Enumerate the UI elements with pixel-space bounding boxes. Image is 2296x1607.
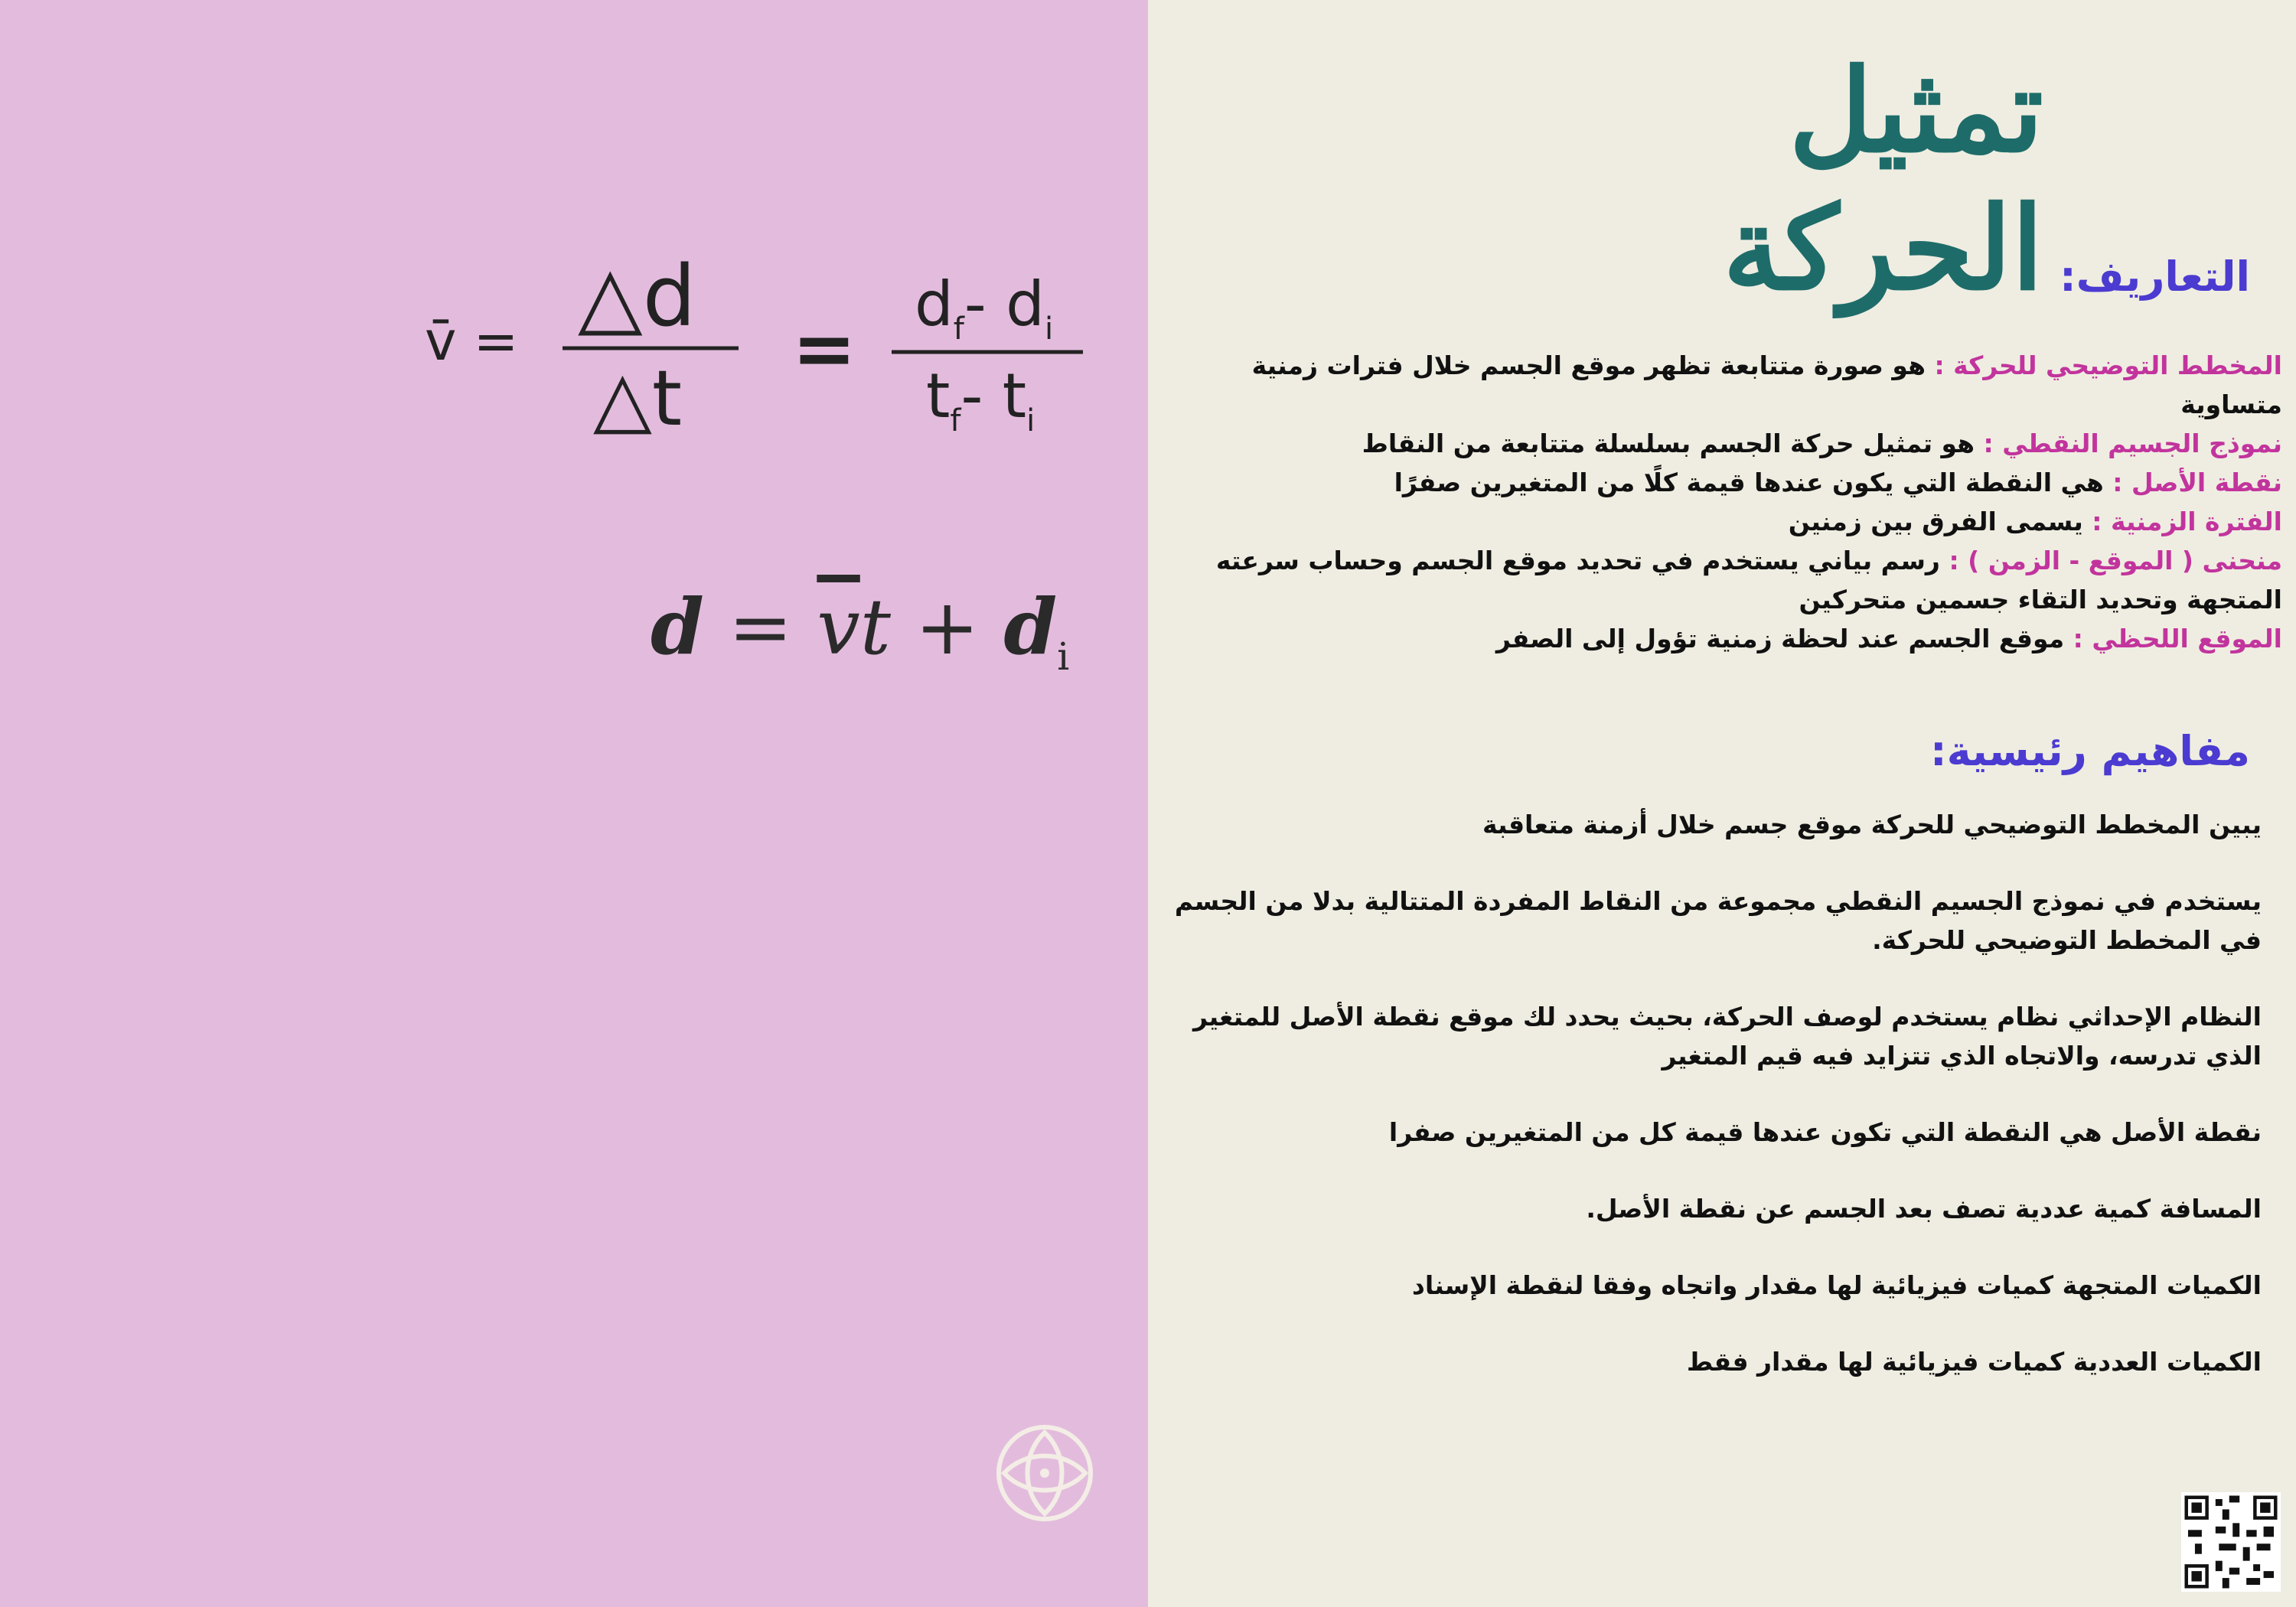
concept-item: الكميات العددية كميات فيزيائية لها مقدار فقط <box>1686 1347 2262 1377</box>
formula-num1: △d <box>578 247 696 345</box>
formula2-plus: + <box>890 582 1004 672</box>
concepts-list <box>1152 805 2262 1419</box>
position-formula <box>651 582 1069 679</box>
concept-item: المسافة كمية عددية تصف بعد الجسم عن نقطة الأصل. <box>1586 1194 2262 1224</box>
concept-item: يستخدم في نموذج الجسيم النقطي مجموعة من النقاط المفردة المتتالية بدلا من الجسم في المخطط التوضيحي للحركة. <box>1174 886 2262 955</box>
definitions-heading: التعاريف: <box>2060 253 2250 301</box>
formula-den1: △t <box>593 354 683 443</box>
formula-num2 <box>915 269 1053 347</box>
definition-item: المخطط التوضيحي للحركة : هو صورة متتابعة تظهر موقع الجسم خلال فترات زمنية متساوية <box>1251 350 2282 419</box>
right-panel <box>1148 0 2296 1607</box>
svg-text:df- di: $d_f-$ $d_i$ <box>915 269 1054 347</box>
definition-item: منحنى ( الموقع - الزمن ) : رسم بياني يستخدم في تحديد موقع الجسم وحساب سرعته المتجهة وتحديد التقاء جسمين متحركين <box>1215 546 2282 614</box>
concept-item: النظام الإحداثي نظام يستخدم لوصف الحركة، بحيث يحدد لك موقع نقطة الأصل للمتغير الذي تدرسه، والاتجاه الذي تتزايد فيه قيم المتغير <box>1193 1002 2262 1071</box>
formula-lhs: v̄ = <box>425 310 519 373</box>
definition-item: نقطة الأصل : هي النقطة التي يكون عندها قيمة كلًا من المتغيرين صفرًا <box>1394 468 2282 497</box>
formula2-t: t <box>859 582 891 672</box>
formula2-eq: = <box>703 582 817 672</box>
definition-item: الموقع اللحظي : موقع الجسم عند لحظة زمنية تؤول إلى الصفر <box>1495 624 2282 654</box>
formula-den2 <box>926 360 1035 438</box>
concept-item: الكميات المتجهة كميات فيزيائية لها مقدار واتجاه وفقا لنقطة الإسناد <box>1411 1270 2262 1300</box>
page-title: تمثيل الحركة <box>1723 44 2043 316</box>
concepts-heading: مفاهيم رئيسية: <box>1930 727 2250 775</box>
formula-eq: = <box>792 304 856 393</box>
formula2-d2: d <box>1003 582 1058 672</box>
qr-code-icon[interactable] <box>2181 1492 2281 1592</box>
formula2-d: d <box>651 582 704 672</box>
svg-text:tf- ti: $t_f-$ $t_i$ <box>926 360 1035 438</box>
formula2-sub: i <box>1057 634 1070 679</box>
concept-item: يبين المخطط التوضيحي للحركة موقع جسم خلال أزمنة متعاقبة <box>1482 810 2262 839</box>
formula2-v: $\overline{v}$ <box>817 582 860 672</box>
definition-item: الفترة الزمنية : يسمى الفرق بين زمنين <box>1788 507 2282 536</box>
definition-item: نموذج الجسيم النقطي : هو تمثيل حركة الجسم بسلسلة متتابعة من النقاط <box>1362 429 2282 458</box>
flower-ornament-icon <box>995 1423 1094 1523</box>
concept-item: نقطة الأصل هي النقطة التي تكون عندها قيمة كل من المتغيرين صفرا <box>1388 1117 2262 1147</box>
definitions-list <box>1165 346 2282 658</box>
velocity-formula <box>425 245 1114 444</box>
